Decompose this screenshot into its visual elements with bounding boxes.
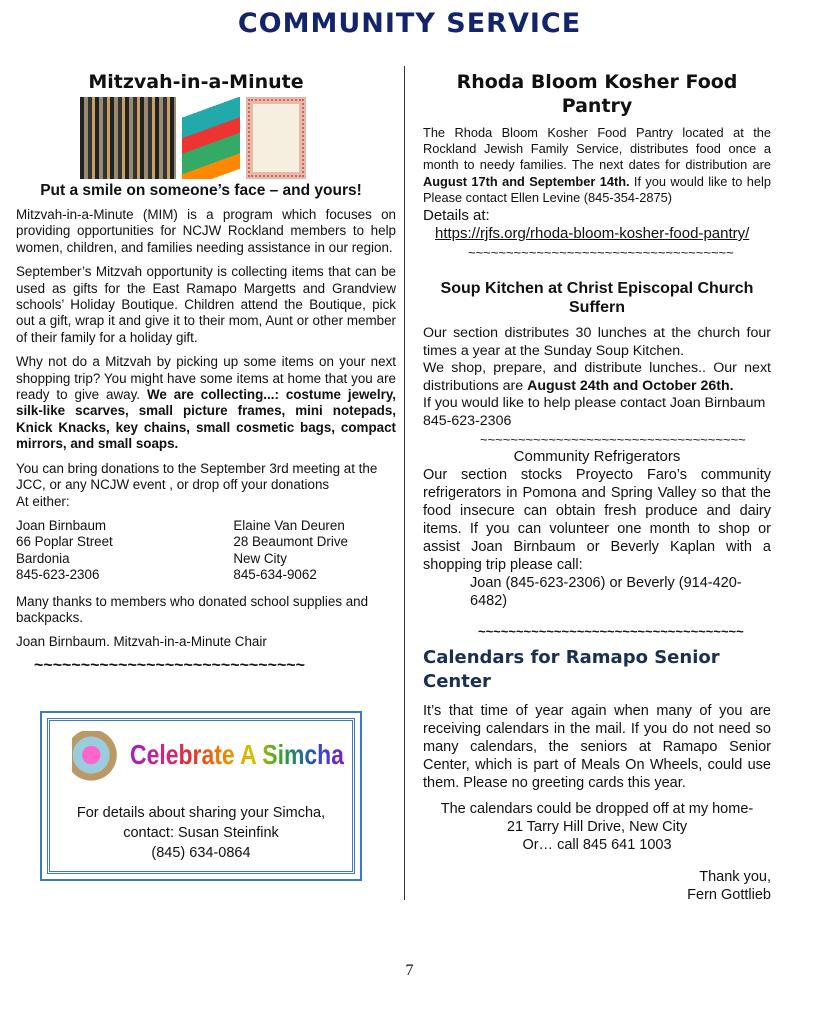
- contact-street: 66 Poplar Street: [16, 534, 113, 550]
- scarf-photo: [182, 97, 240, 179]
- pantry-dates: August 17th and September 14th.: [423, 173, 630, 189]
- fridge-body: Our section stocks Proyecto Faro’s community refrigerators in Pomona and Spring Valley so that the food insecure can obtain fresh produce and dairy items. If you can volunteer one month to shop or assist Joan Birnbaum or Beverly Kaplan with a shopping trip please call:: [423, 467, 771, 574]
- soup-line: Our section distributes 30 lunches at the church four times a year at the Sunday Soup Kitchen.: [423, 325, 771, 359]
- contact-phone: 845-623-2306: [16, 567, 100, 583]
- contact-joan: [16, 518, 113, 584]
- soup-title-line: Soup Kitchen at Christ Episcopal Church: [440, 280, 754, 298]
- contacts: [16, 518, 364, 584]
- pantry-link[interactable]: https://rjfs.org/rhoda-bloom-kosher-food-pantry/: [435, 225, 750, 243]
- contact-name: Elaine Van Deuren: [233, 517, 345, 533]
- mim-paragraph-2: September’s Mitzvah opportunity is collecting items that can be used as gifts for the East Ramapo Margetts and Grandview schools’ Holiday Boutique. Children attend the Boutique, pick out a gift, wrap it and give it to their mom, Aunt or other member of their family for a holiday gift.: [16, 264, 396, 345]
- mim-title: Mitzvah-in-a-Minute: [88, 71, 304, 93]
- pantry-text: The Rhoda Bloom Kosher Food Pantry located at the Rockland Jewish Family Service, distributes food once a month to needy families. The next dates for distribution are: [423, 125, 771, 173]
- mim-paragraph-3: [16, 354, 396, 452]
- mim-paragraph-3-intro: Why not do a Mitzvah by picking up some items on your next shopping trip? You might have some items at home that you are ready to give away.: [16, 354, 396, 403]
- pantry-title: Rhoda Bloom Kosher Food Pantry: [456, 71, 738, 117]
- pantry-contact: If you would like to help Please contact Ellen Levine (845-354-2875): [423, 173, 771, 205]
- soup-contact: If you would like to help please contact Joan Birnbaum: [423, 395, 766, 412]
- mim-paragraph-1: Mitzvah-in-a-Minute (MIM) is a program which focuses on providing opportunities for NCJW Rockland members to help women, children, and families needing assistance in our region.: [16, 207, 396, 255]
- cake-icon: [72, 731, 120, 791]
- column-divider: [404, 66, 405, 900]
- soup-line-2: [423, 360, 771, 395]
- soup-title-line: Suffern: [569, 299, 625, 317]
- separator: ~~~~~~~~~~~~~~~~~~~~~~~~~~~~~~~~~~~: [480, 432, 746, 448]
- page-number: 7: [405, 962, 414, 979]
- signer-name: Fern Gottlieb: [687, 887, 771, 904]
- separator: ~~~~~~~~~~~~~~~~~~~~~~~~~~~~~~~~~~~: [468, 245, 734, 261]
- simcha-details: [50, 803, 352, 863]
- calendars-address: [423, 800, 771, 854]
- contact-name: Joan Birnbaum: [16, 517, 107, 533]
- contact-street: 28 Beaumont Drive: [233, 534, 348, 550]
- fridge-title: Community Refrigerators: [513, 448, 681, 466]
- mim-photos: [80, 97, 396, 179]
- thanks-note: Many thanks to members who donated school supplies and backpacks.: [16, 593, 369, 625]
- address-line: The calendars could be dropped off at my home-: [440, 801, 754, 818]
- fridge-contacts: Joan (845-623-2306) or Beverly (914-420-6482): [470, 575, 742, 610]
- soup-body: [423, 325, 771, 430]
- soup-line: We shop, prepare, and distribute lunches.. Our next distributions are: [423, 360, 771, 394]
- thank-you: Thank you,: [699, 869, 771, 886]
- soup-dates: August 24th and October 26th.: [527, 377, 734, 394]
- calendars-title: Calendars for Ramapo Senior Center: [423, 647, 720, 693]
- separator: ~~~~~~~~~~~~~~~~~~~~~~~~~~~~~~~~~~~: [478, 624, 744, 640]
- celebrate-simcha-box: [40, 711, 362, 881]
- picture-frame-photo: [246, 97, 306, 179]
- calendars-signoff: [423, 868, 771, 904]
- donation-info: You can bring donations to the September 3rd meeting at the JCC, or any NCJW event , or drop off your donations: [16, 460, 378, 493]
- address-line: 21 Tarry Hill Drive, New City: [506, 819, 688, 836]
- left-column: [16, 70, 396, 881]
- smile-heading: Put a smile on someone’s face – and yours!: [40, 182, 362, 199]
- simcha-phone: (845) 634-0864: [151, 844, 251, 861]
- soup-kitchen-title: [423, 279, 771, 317]
- simcha-inner-border: [47, 718, 355, 874]
- page-title: COMMUNITY SERVICE: [237, 8, 582, 39]
- contact-city: Bardonia: [16, 550, 70, 566]
- contact-city: New City: [233, 550, 287, 566]
- costume-jewelry-photo: [80, 97, 176, 179]
- collecting-list: We are collecting...: costume jewelry, silk-like scarves, small picture frames, mini notepads, Knick Knacks, key chains, small cosmetic bags, compact mirrors, and small soaps.: [16, 387, 396, 452]
- mim-signature: Joan Birnbaum. Mitzvah-in-a-Minute Chair: [16, 634, 267, 650]
- simcha-line: For details about sharing your Simcha,: [76, 804, 326, 821]
- celebrate-simcha-logo: Celebrate A Simcha: [130, 738, 344, 770]
- details-label: Details at:: [423, 207, 490, 225]
- simcha-contact: contact: Susan Steinfink: [123, 824, 279, 841]
- separator: ~~~~~~~~~~~~~~~~~~~~~~~~~~~~~: [34, 656, 305, 674]
- address-line: Or… call 845 641 1003: [522, 837, 672, 854]
- at-either: At either:: [16, 493, 70, 509]
- right-column: [423, 70, 771, 904]
- contact-elaine: [233, 518, 364, 584]
- pantry-body: [423, 125, 771, 206]
- calendars-body: It’s that time of year again when many of you are receiving calendars in the mail. If you do not need so many calendars, the seniors at Ramapo Senior Center, which is part of Meals On Wheels, could use them. Please no greeting cards this year.: [423, 703, 771, 792]
- mim-body: [16, 207, 396, 651]
- contact-phone: 845-634-9062: [233, 567, 317, 583]
- soup-phone: 845-623-2306: [423, 412, 512, 429]
- mim-paragraph-4: [16, 461, 396, 510]
